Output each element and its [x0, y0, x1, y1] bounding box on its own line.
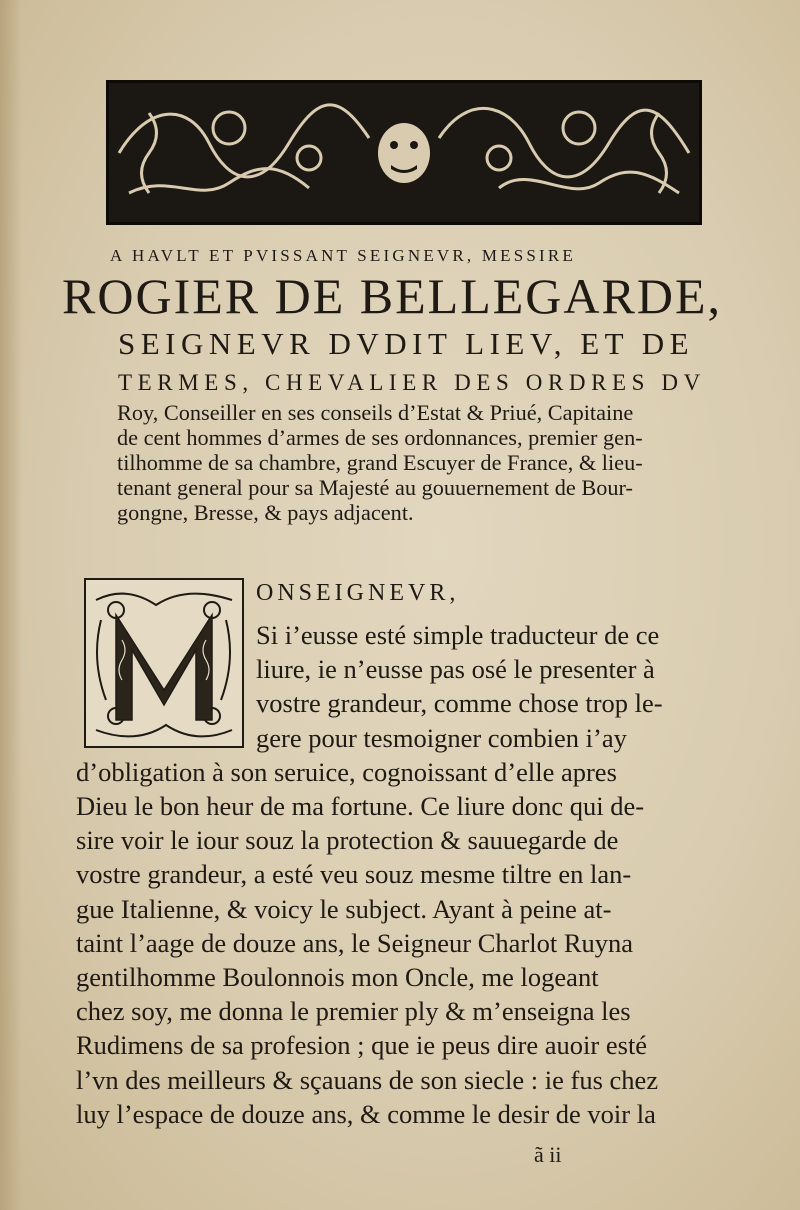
text-line: taint l’aage de douze ans, le Seigneur Charlot Ruyna: [76, 927, 634, 958]
title-line: Roy, Conseiller en ses conseils d’Estat & Priué, Capitaine: [117, 400, 634, 425]
dedication-line-3: SEIGNEVR DVDIT LIEV, ET DE: [118, 326, 695, 361]
text-line: sire voir le iour souz la protection & sauuegarde de: [76, 825, 619, 856]
title-line: de cent hommes d’armes de ses ordonnances, premier gen-: [117, 425, 643, 450]
text-line: d’obligation à son seruice, cognoissant d’elle apres: [76, 756, 617, 787]
text-line: chez soy, me donna le premier ply & m’enseigna les: [76, 996, 631, 1027]
salutation: ONSEIGNEVR,: [256, 580, 460, 606]
title-line: gongne, Bresse, & pays adjacent.: [117, 500, 414, 525]
dedicatee-name: ROGIER DE BELLEGARDE,: [62, 268, 722, 324]
dedication-line-4: TERMES, CHEVALIER DES ORDRES DV: [118, 370, 706, 395]
text-line: l’vn des meilleurs & sçauans de son siecle : ie fus chez: [76, 1064, 659, 1095]
dedication-line-1: A HAVLT ET PVISSANT SEIGNEVR, MESSIRE: [110, 246, 577, 265]
text-line: vostre grandeur, comme chose trop le-: [256, 688, 663, 719]
text-line: liure, ie n’eusse pas osé le presenter à: [256, 654, 655, 685]
text-line: vostre grandeur, a esté veu souz mesme tiltre en lan-: [76, 859, 632, 890]
title-line: tilhomme de sa chambre, grand Escuyer de France, & lieu-: [117, 450, 643, 475]
letter-body: [76, 618, 716, 1131]
text-line: Si i’eusse esté simple traducteur de ce: [256, 620, 660, 650]
ornamental-headpiece: [106, 80, 702, 225]
text-line: gere pour tesmoigner combien i’ay: [256, 722, 627, 753]
text-line: Rudimens de sa profesion ; que ie peus dire auoir esté: [76, 1030, 648, 1061]
text-line: Dieu le bon heur de ma fortune. Ce liure donc qui de-: [76, 791, 645, 822]
text-line: luy l’espace de douze ans, & comme le desir de voir la: [76, 1098, 656, 1129]
text-line: gue Italienne, & voicy le subject. Ayant à peine at-: [76, 893, 612, 924]
title-line: tenant general pour sa Majesté au gouuernement de Bour-: [117, 475, 633, 500]
signature-mark: ã ii: [534, 1142, 562, 1167]
dedication-titles: [117, 400, 717, 525]
text-line: gentilhomme Boulonnois mon Oncle, me logeant: [76, 962, 599, 993]
